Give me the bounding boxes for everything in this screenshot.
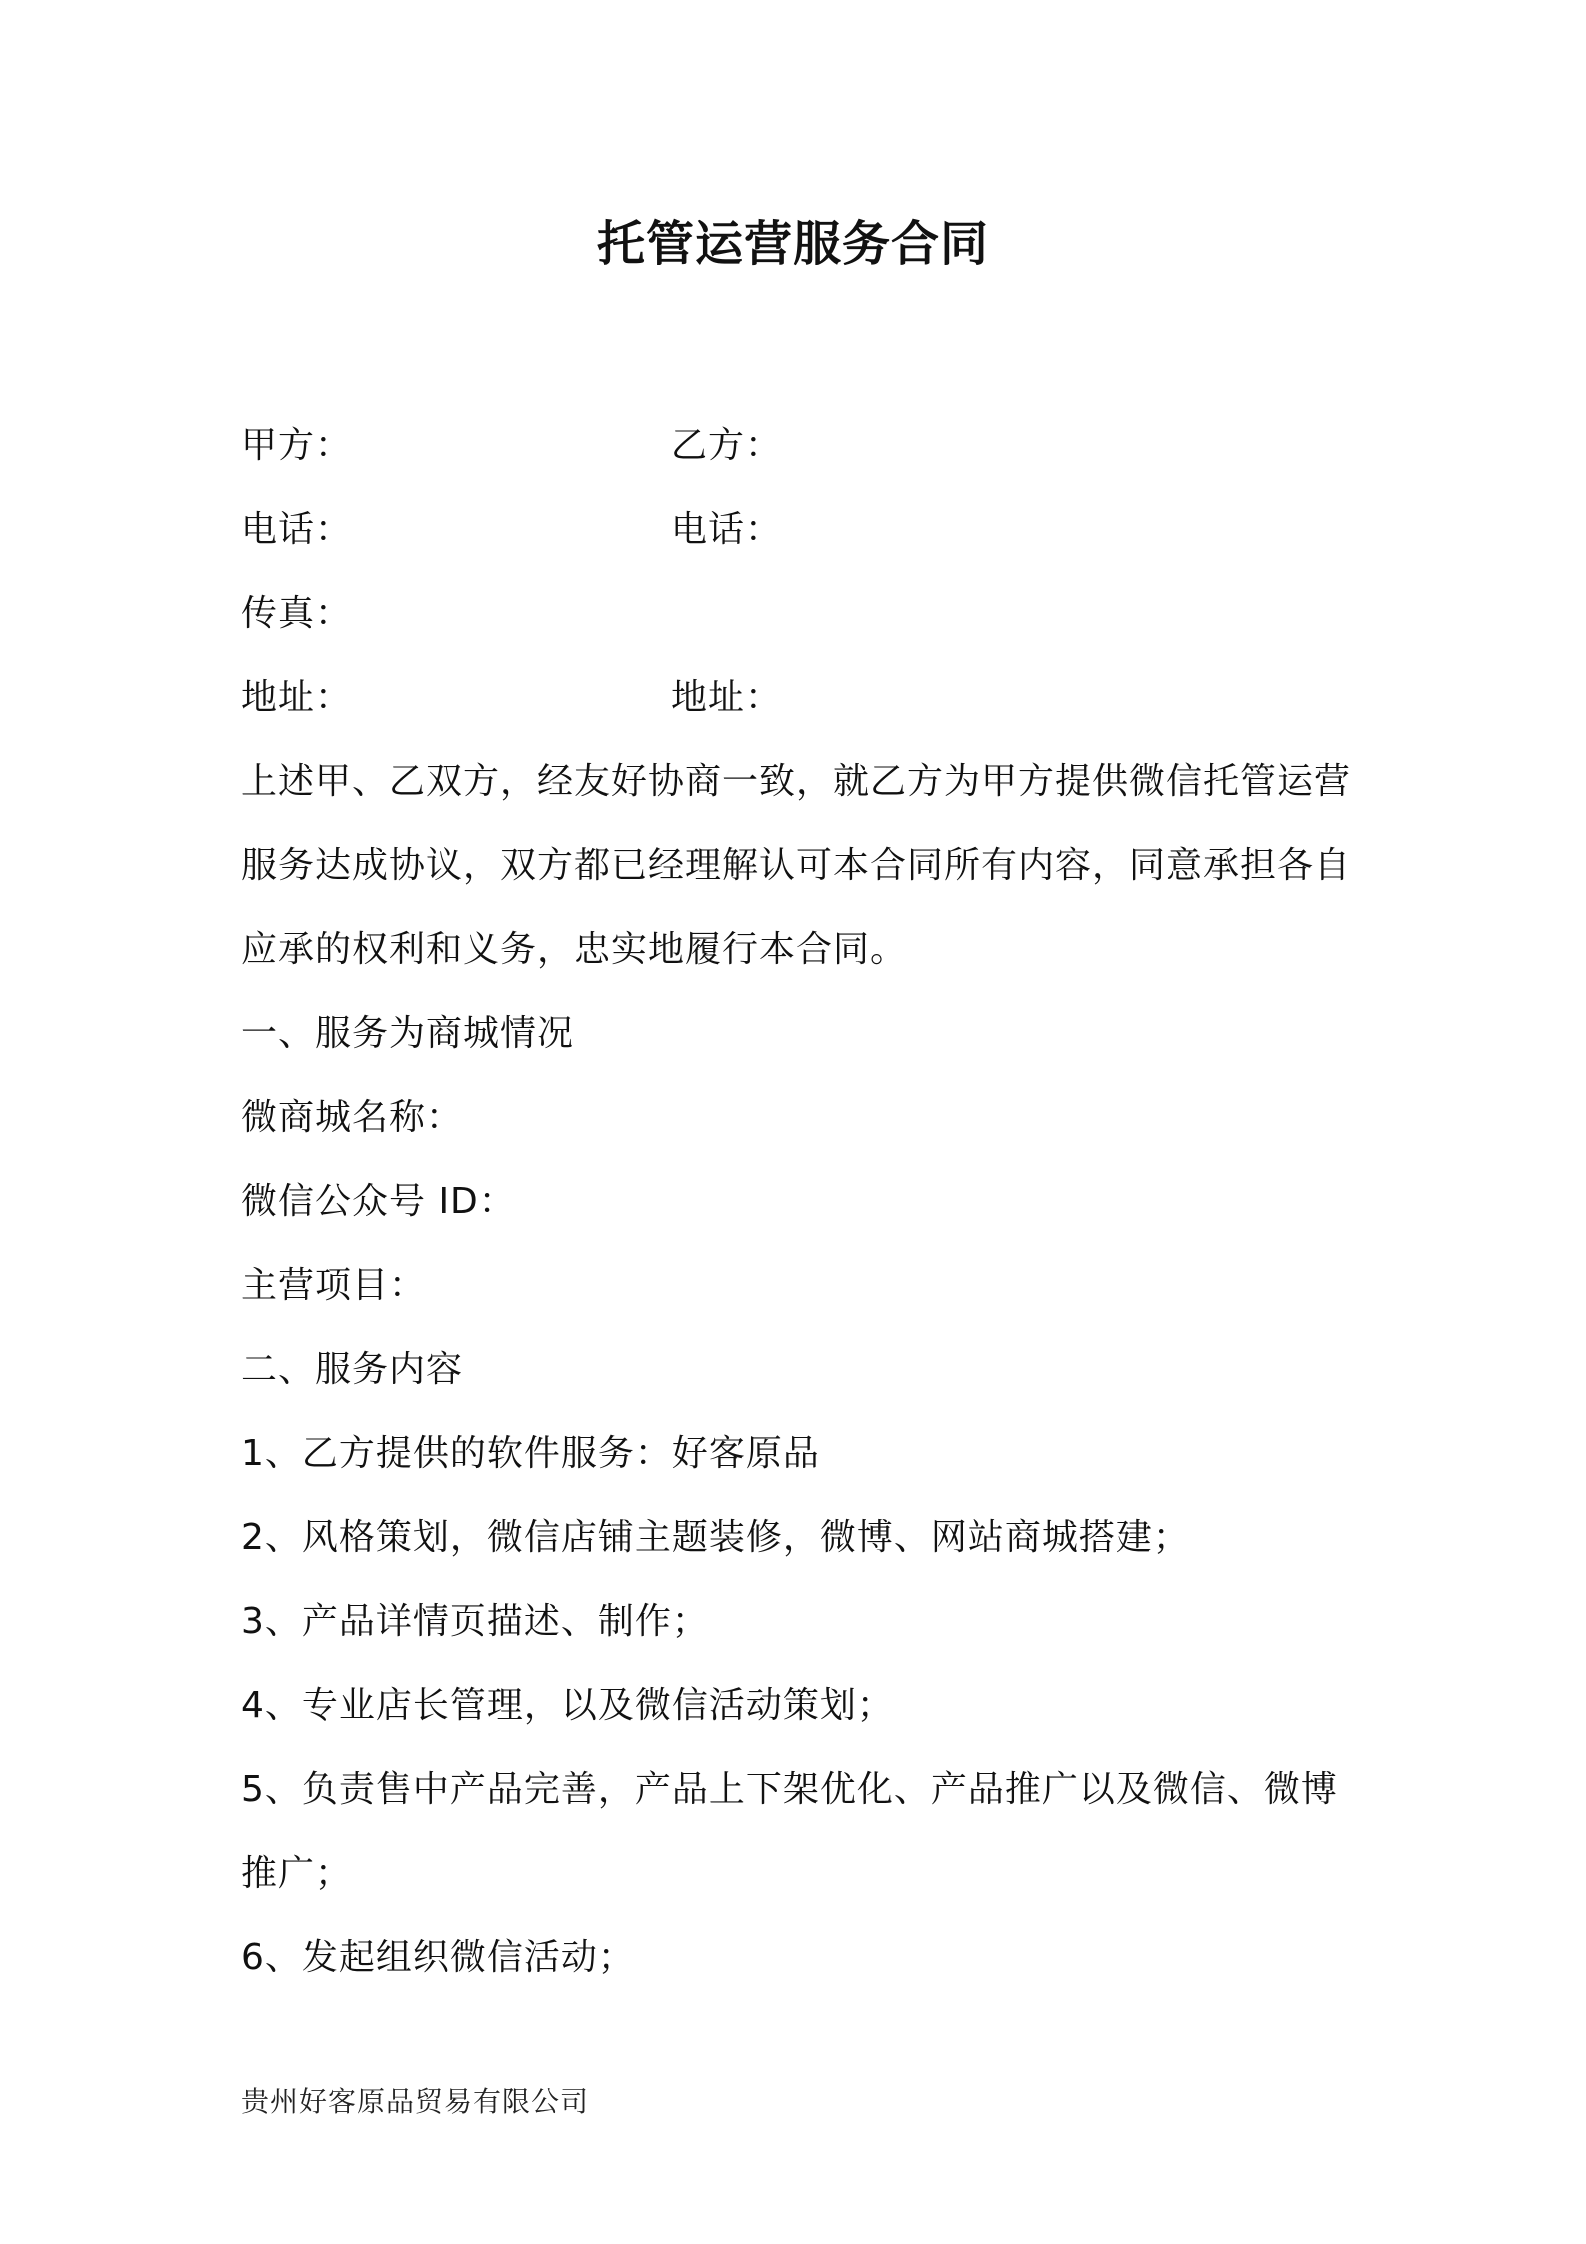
service-item: 5、负责售中产品完善，产品上下架优化、产品推广以及微信、微博 — [241, 1769, 1338, 1810]
service-item: 4、专业店长管理，以及微信活动策划； — [241, 1685, 894, 1726]
service-item: 1、乙方提供的软件服务：好客原品 — [241, 1433, 820, 1474]
wechat-id-field: 微信公众号 ID： — [241, 1181, 516, 1222]
service-item: 2、风格策划，微信店铺主题装修，微博、网站商城搭建； — [241, 1517, 1190, 1558]
fax-label: 传真： — [241, 593, 353, 634]
mall-name-field: 微商城名称： — [241, 1097, 464, 1138]
address-a-label: 地址： — [241, 677, 353, 718]
party-row — [241, 404, 1361, 488]
address-row — [241, 656, 1361, 740]
intro-line: 上述甲、乙双方，经友好协商一致，就乙方为甲方提供微信托管运营 — [241, 761, 1352, 802]
intro-line: 服务达成协议，双方都已经理解认可本合同所有内容，同意承担各自 — [241, 845, 1352, 886]
party-a-label: 甲方： — [241, 425, 353, 466]
company-footer: 贵州好客原品贸易有限公司 — [241, 2085, 590, 2118]
party-b-label: 乙方： — [671, 425, 783, 466]
section2-heading: 二、服务内容 — [241, 1349, 464, 1390]
main-business-field: 主营项目： — [241, 1265, 427, 1306]
phone-b-label: 电话： — [671, 509, 783, 550]
address-b-label: 地址： — [671, 677, 783, 718]
service-item: 6、发起组织微信活动； — [241, 1937, 635, 1978]
phone-row — [241, 488, 1361, 572]
service-item-continuation: 推广； — [241, 1853, 353, 1894]
fax-row — [241, 572, 1361, 656]
service-item: 3、产品详情页描述、制作； — [241, 1601, 709, 1642]
section1-heading: 一、服务为商城情况 — [241, 1013, 575, 1054]
document-body — [241, 404, 1361, 2000]
intro-line: 应承的权利和义务，忠实地履行本合同。 — [241, 929, 908, 970]
phone-a-label: 电话： — [241, 509, 353, 550]
document-title: 托管运营服务合同 — [596, 216, 989, 272]
